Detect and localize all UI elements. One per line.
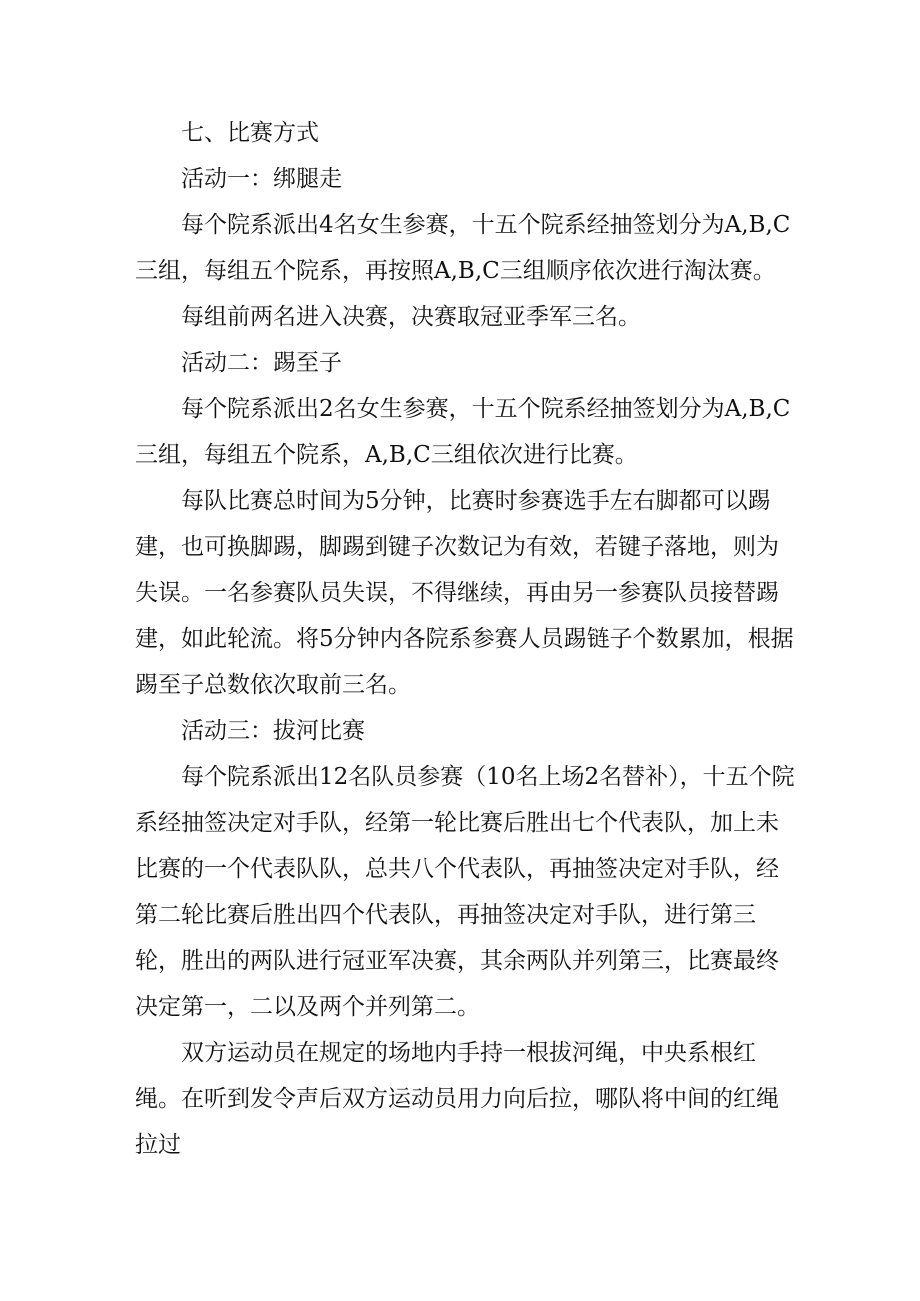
section-title: 七、比赛方式 <box>181 120 319 146</box>
activity-1-paragraph-1: 每个院系派出4名女生参赛，十五个院系经抽签划分为A,B,C三组，每组五个院系，再按照A,B,C三组顺序依次进行淘汰赛。 <box>135 212 791 284</box>
activity-1-title: 活动一：绑腿走 <box>181 166 342 192</box>
activity-2-paragraph-1: 每个院系派出2名女生参赛，十五个院系经抽签划分为A,B,C三组，每组五个院系，A,B,C三组依次进行比赛。 <box>135 396 791 468</box>
activity-3-paragraph-2: 双方运动员在规定的场地内手持一根拔河绳，中央系根红绳。在听到发令声后双方运动员用力向后拉，哪队将中间的红绳拉过 <box>135 1040 779 1158</box>
activity-1-paragraph-2: 每组前两名进入决赛，决赛取冠亚季军三名。 <box>181 304 641 330</box>
activity-3-title: 活动三：拔河比赛 <box>181 718 365 744</box>
activity-3-paragraph-1: 每个院系派出12名队员参赛（10名上场2名替补），十五个院系经抽签决定对手队，经第一轮比赛后胜出七个代表队，加上未比赛的一个代表队队，总共八个代表队，再抽签决定对手队，经第二轮比赛后胜出四个代表队，再抽签决定对手队，进行第三轮，胜出的两队进行冠亚军决赛，其余两队并列第三，比赛最终决定第一，二以及两个并列第二。 <box>135 764 795 1020</box>
activity-2-paragraph-2: 每队比赛总时间为5分钟，比赛时参赛选手左右脚都可以踢建，也可换脚踢，脚踢到键子次数记为有效，若键子落地，则为失误。一名参赛队员失误，不得继续，再由另一参赛队员接替踢建，如此轮流。将5分钟内各院系参赛人员踢链子个数累加，根据踢至子总数依次取前三名。 <box>135 488 794 698</box>
document-body <box>135 110 800 1168</box>
activity-2-title: 活动二：踢至子 <box>181 350 342 376</box>
